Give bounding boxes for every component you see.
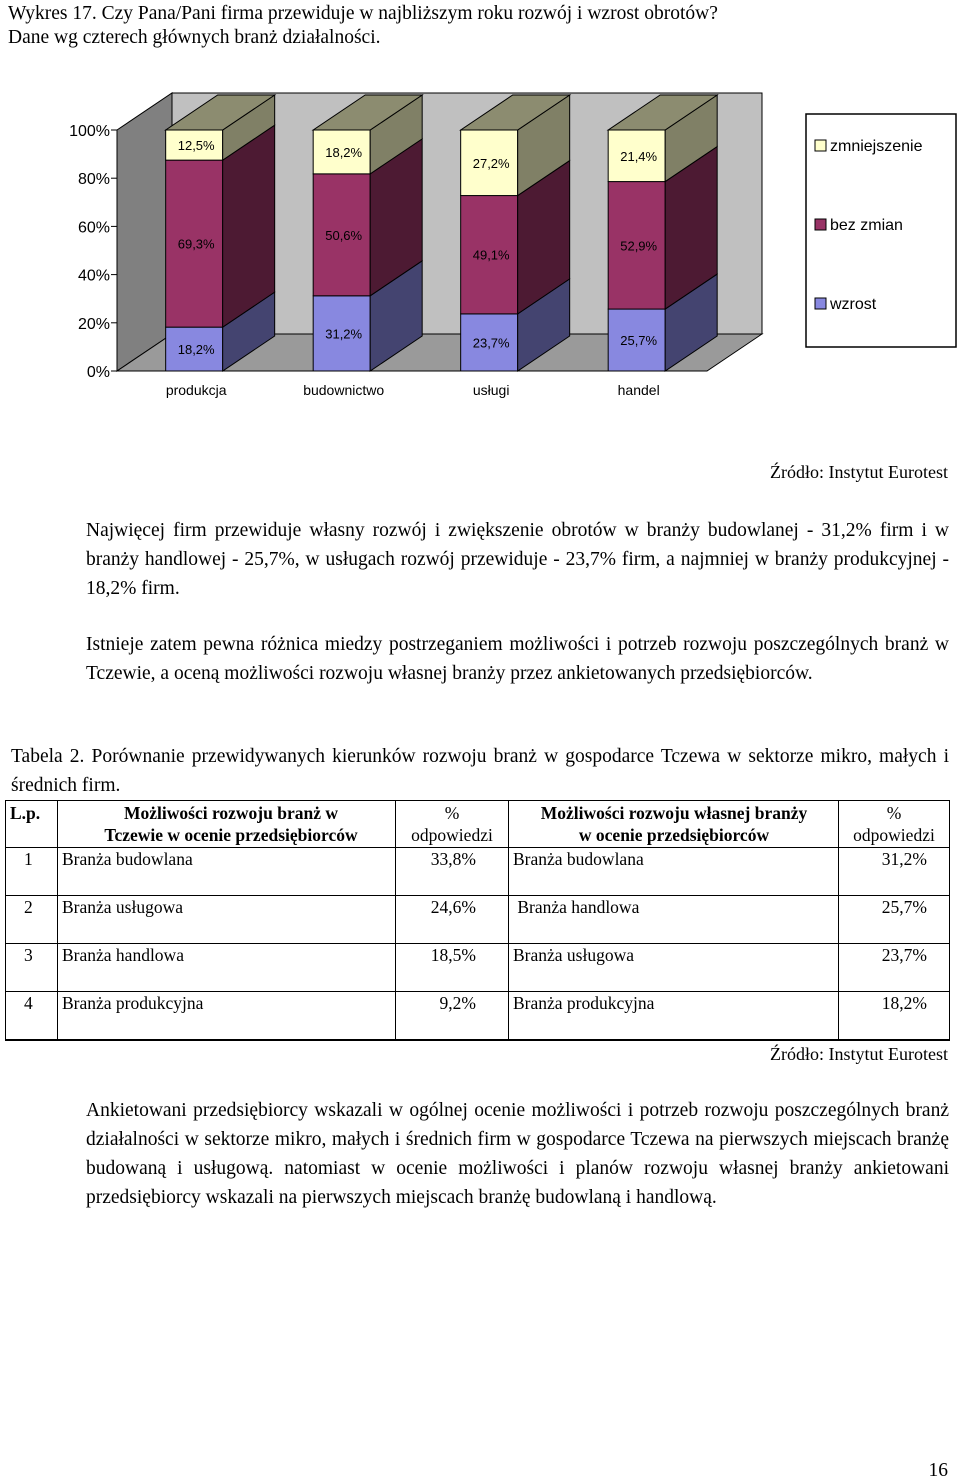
- paragraph-1-text: Najwięcej firm przewiduje własny rozwój i zwiększenie obrotów w branży budowlanej - 31,2% firm i w branży handlowej - 25,7%, w usługach rozwój przewiduje - 23,7% firm, a najmniej w branży produkcyjnej - 18,2% firm.: [86, 520, 949, 599]
- legend-label: wzrost: [830, 296, 877, 313]
- header-pct1: [396, 802, 508, 846]
- header-col2-line1: Możliwości rozwoju własnej branży: [540, 803, 808, 823]
- cell-lp: 2: [24, 897, 33, 917]
- table-divider: [57, 801, 58, 1040]
- x-tick-label: produkcja: [165, 382, 227, 398]
- chart-heading-line2: Dane wg czterech głównych branż działalności.: [8, 27, 381, 48]
- cell-pct-a: 24,6%: [430, 897, 476, 917]
- cell-pct-b: 18,2%: [881, 993, 927, 1013]
- cell-pct-a: 9,2%: [435, 993, 476, 1013]
- cell-pct-b: 25,7%: [881, 897, 927, 917]
- table-row: [6, 896, 949, 944]
- cell-branch-a: Branża usługowa: [62, 897, 184, 917]
- header-col1: [66, 802, 396, 846]
- cell-lp: 3: [24, 945, 33, 965]
- legend-swatch: [815, 219, 826, 230]
- cell-lp: 1: [24, 849, 33, 869]
- x-tick-label: usługi: [472, 382, 510, 398]
- table-caption: Tabela 2. Porównanie przewidywanych kierunków rozwoju branż w gospodarce Tczewa w sektorze mikro, małych i średnich firm.: [11, 746, 949, 796]
- data-label: 49,1%: [472, 247, 510, 263]
- data-label: 18,2%: [325, 144, 363, 160]
- page-number: 16: [928, 1460, 948, 1481]
- x-tick-label: budownictwo: [303, 382, 385, 398]
- table-divider: [508, 801, 509, 1040]
- cell-branch-b: Branża produkcyjna: [513, 993, 655, 1013]
- cell-branch-b: Branża budowlana: [513, 849, 644, 869]
- paragraph-3: [11, 1096, 949, 1212]
- cell-branch-b: Branża usługowa: [513, 945, 635, 965]
- header-pct1-line1: %: [444, 803, 460, 823]
- header-col2: [509, 802, 839, 846]
- table-divider: [838, 801, 839, 1040]
- paragraph-2-text: Istnieje zatem pewna różnica miedzy postrzeganiem możliwości i potrzeb rozwoju poszczególnych branż w Tczewie, a oceną możliwości rozwoju własnej branży przez ankietowanych przedsiębiorców.: [86, 634, 949, 684]
- y-tick-label: 40%: [77, 267, 110, 285]
- header-col1-line1: Możliwości rozwoju branż w: [123, 803, 339, 823]
- y-tick-label: 20%: [77, 315, 110, 333]
- cell-pct-b: 23,7%: [881, 945, 927, 965]
- legend-label: zmniejszenie: [830, 138, 923, 155]
- table-divider: [395, 801, 396, 1040]
- data-label: 31,2%: [325, 326, 363, 342]
- data-label: 25,7%: [620, 333, 658, 349]
- cell-lp: 4: [24, 993, 33, 1013]
- y-tick-label: 100%: [69, 123, 110, 140]
- paragraph-1: [11, 516, 949, 603]
- data-label: 69,3%: [177, 236, 215, 252]
- cell-branch-a: Branża budowlana: [62, 849, 193, 869]
- legend-label: bez zmian: [830, 217, 903, 234]
- table-row: [6, 944, 949, 992]
- source-note-chart: Źródło: Instytut Eurotest: [770, 462, 948, 482]
- header-pct1-line2: odpowiedzi: [411, 825, 493, 845]
- y-tick-label: 80%: [77, 171, 110, 189]
- stacked-bar-chart: [0, 80, 960, 410]
- data-label: 18,2%: [177, 342, 215, 358]
- side-wall: [117, 93, 172, 371]
- data-label: 50,6%: [325, 227, 363, 243]
- paragraph-3-text: Ankietowani przedsiębiorcy wskazali w ogólnej ocenie możliwości i potrzeb rozwoju poszczególnych branż działalności w sektorze mikro, małych i średnich firm w gospodarce Tczewa na pierwszych miejscach branżę budowaną i usługową. natomiast w ocenie możliwości i planów rozwoju własnej branży ankietowani przedsiębiorcy wskazali na pierwszych miejscach branżę budowlaną i handlową.: [86, 1100, 949, 1208]
- data-label: 52,9%: [620, 238, 658, 254]
- legend: [806, 114, 956, 347]
- header-pct2: [839, 802, 949, 846]
- data-label: 21,4%: [620, 148, 658, 164]
- source-note-table: Źródło: Instytut Eurotest: [770, 1044, 948, 1064]
- table-row: [6, 992, 949, 1040]
- header-pct2-line2: odpowiedzi: [853, 825, 935, 845]
- header-lp: L.p.: [10, 803, 41, 823]
- header-col1-line2: Tczewie w ocenie przedsiębiorców: [104, 825, 358, 845]
- y-tick-label: 0%: [86, 364, 110, 381]
- legend-swatch: [815, 298, 826, 309]
- cell-pct-b: 31,2%: [881, 849, 927, 869]
- header-pct2-line1: %: [886, 803, 902, 823]
- cell-branch-a: Branża handlowa: [62, 945, 184, 965]
- cell-branch-b: Branża handlowa: [513, 897, 640, 917]
- paragraph-2: [11, 630, 949, 688]
- x-axis: [117, 371, 707, 398]
- table-row: [6, 848, 949, 896]
- cell-branch-a: Branża produkcyjna: [62, 993, 204, 1013]
- chart-heading-line1: Wykres 17. Czy Pana/Pani firma przewiduje w najbliższym roku rozwój i wzrost obrotów?: [8, 3, 718, 24]
- y-tick-label: 60%: [77, 219, 110, 237]
- cell-pct-a: 18,5%: [430, 945, 476, 965]
- data-label: 27,2%: [472, 155, 510, 171]
- y-axis: [69, 123, 117, 381]
- data-label: 23,7%: [472, 335, 510, 351]
- table-header-row: [6, 801, 949, 848]
- legend-swatch: [815, 140, 826, 151]
- x-tick-label: handel: [617, 382, 660, 398]
- comparison-table: [5, 800, 950, 1041]
- header-col2-line2: w ocenie przedsiębiorców: [578, 825, 770, 845]
- data-label: 12,5%: [177, 138, 215, 154]
- cell-pct-a: 33,8%: [430, 849, 476, 869]
